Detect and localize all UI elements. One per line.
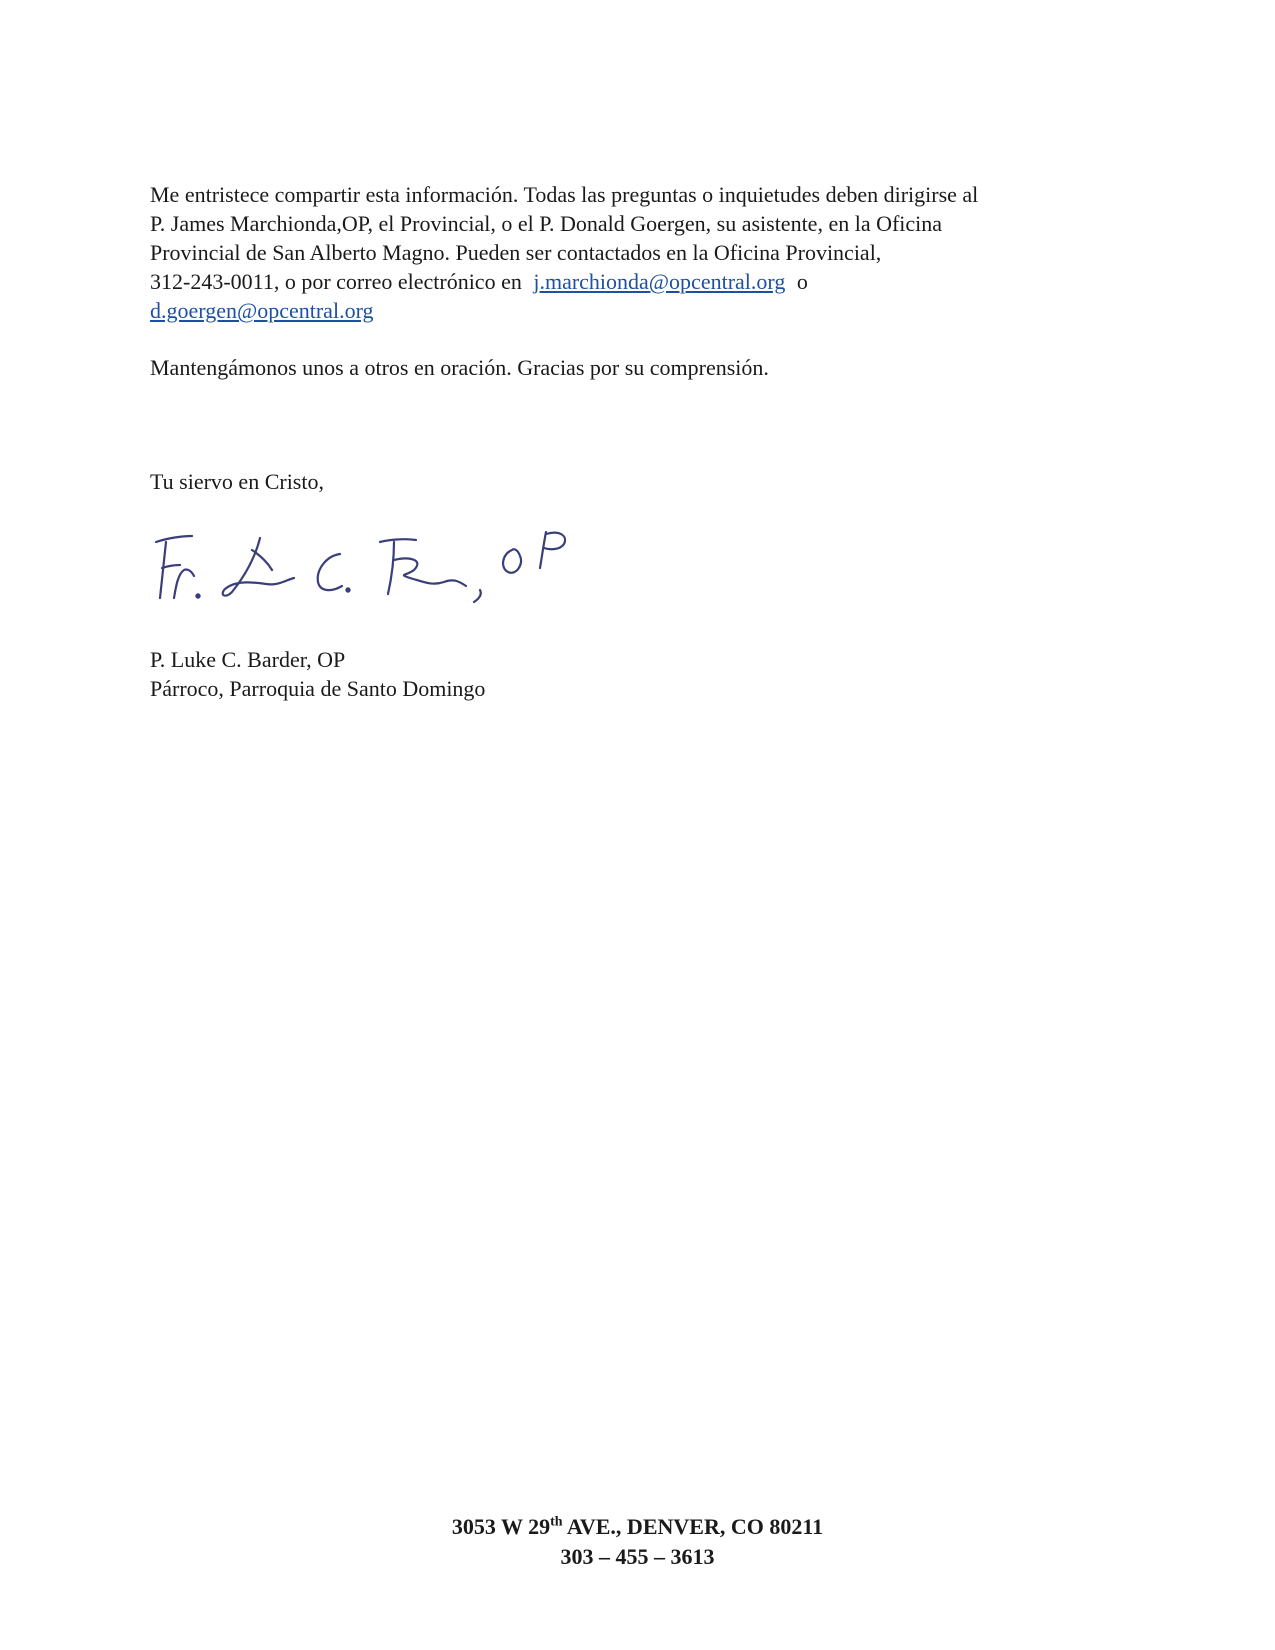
footer-phone: 303 – 455 – 3613 xyxy=(560,1544,715,1569)
email-link-goergen[interactable]: d.goergen@opcentral.org xyxy=(150,298,374,323)
connector-text: o xyxy=(796,269,808,294)
prayer-paragraph: Mantengámonos unos a otros en oración. Gracias por su comprensión. xyxy=(150,355,769,380)
paragraph-line: P. James Marchionda,OP, el Provincial, o el P. Donald Goergen, su asistente, en la Oficina xyxy=(150,211,943,236)
signer-block xyxy=(150,645,485,703)
footer-address xyxy=(0,1512,1275,1542)
address-city-line: AVE., DENVER, CO 80211 xyxy=(562,1514,824,1539)
closing-salutation: Tu siervo en Cristo, xyxy=(150,469,324,494)
address-street-number: 3053 W 29 xyxy=(451,1514,551,1539)
paragraph-line xyxy=(150,296,978,325)
phone-email-intro: 312-243-0011, o por correo electrónico en xyxy=(150,269,528,294)
paragraph-line: Me entristece compartir esta información. Todas las preguntas o inquietudes deben dirigirse al xyxy=(150,182,979,207)
contact-paragraph xyxy=(150,180,978,325)
paragraph-line: Provincial de San Alberto Magno. Pueden ser contactados en la Oficina Provincial, xyxy=(150,240,882,265)
signer-title: Párroco, Parroquia de Santo Domingo xyxy=(150,676,486,701)
handwritten-signature xyxy=(148,520,588,620)
paragraph-line xyxy=(150,267,978,296)
email-link-marchionda[interactable]: j.marchionda@opcentral.org xyxy=(533,269,786,294)
signer-name: P. Luke C. Barder, OP xyxy=(150,647,346,672)
ordinal-suffix: th xyxy=(550,1514,563,1530)
